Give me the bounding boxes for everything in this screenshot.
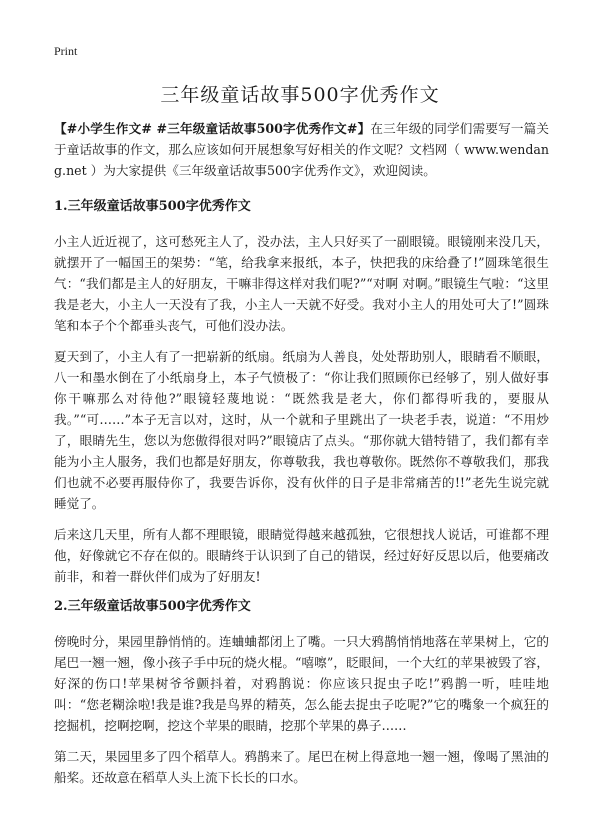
print-label: Print bbox=[54, 44, 78, 58]
section-heading-2: 2.三年级童话故事500字优秀作文 bbox=[54, 599, 251, 614]
intro-text: 在三年级的同学们需要写一篇关于童话故事的作文，那么应该如何开展想象写好相关的作文呢？文档网（ www.wendang.net ）为大家提供《三年级童话故事500字优秀作文》，欢迎阅读。 bbox=[54, 121, 549, 178]
section-1-paragraph-1: 小主人近近视了，这可愁死主人了，没办法，主人只好买了一副眼镜。眼镜刚来没几天，就摆开了一幅国王的架势：“笔，给我拿来报纸，本子，快把我的床给叠了!”圆珠笔很生气：“我们都是主人的好朋友，干嘛非得这样对我们呢?”“对啊 对啊。”眼镜生气啦：“这里我是老大，小主人一天没有了我，小主人一天就不好受。我对小主人的用处可大了!”圆珠笔和本子个个都垂头丧气，可他们没办法。 bbox=[54, 234, 549, 333]
section-1-paragraph-2: 夏天到了，小主人有了一把崭新的纸扇。纸扇为人善良，处处帮助别人，眼睛看不顺眼，八一和墨水倒在了小纸扇身上，本子气愤极了：“你让我们照顾你已经够了，别人做好事你干嘛那么对待他?”眼镜轻蔑地说：“既然我是老大，你们都得听我的，要服从我。”“可……”本子无言以对，这时，从一个就和子里跳出了一块老手表，说道：“不用炒了，眼睛先生，您以为您傲得很对吗?”眼镜店了点头。“那你就大错特错了，我们都有幸能为小主人服务，我们也都是好朋友，你尊敬我，我也尊敬你。既然你不尊敬我们，那我们也就不必要再服侍你了，我要告诉你，没有伙伴的日子是非常痛苦的!!”老先生说完就睡觉了。 bbox=[54, 349, 549, 511]
section-heading-1: 1.三年级童话故事500字优秀作文 bbox=[54, 199, 251, 214]
document-body bbox=[54, 118, 549, 798]
intro-tags: 【#小学生作文# #三年级童话故事500字优秀作文#】 bbox=[54, 121, 371, 136]
intro-paragraph bbox=[54, 118, 549, 181]
section-2-paragraph-1: 傍晚时分，果园里静悄悄的。连蛐蛐都闭上了嘴。一只大鸦鹊悄悄地落在苹果树上，它的尾巴一翘一翘，像小孩子手中玩的烧火棍。“嘻嚓”，眨眼间，一个大红的苹果被毁了容，好深的伤口!苹果树爷爷颤抖着，对鸦鹊说：你应该只捉虫子吃!”鸦鹊一听，哇哇地叫：“您老糊涂啦!我是谁?我是鸟界的精英，怎么能去捉虫子吃呢?”它的嘴象一个疯狂的挖掘机，挖啊挖啊，挖这个苹果的眼睛，挖那个苹果的鼻子…… bbox=[54, 634, 549, 733]
page-title: 三年级童话故事500字优秀作文 bbox=[160, 84, 440, 106]
section-2-paragraph-2: 第二天，果园里多了四个稻草人。鸦鹊来了。尾巴在树上得意地一翘一翘，像喝了黑油的船桨。还故意在稻草人头上流下长长的口水。 bbox=[54, 749, 549, 785]
section-1-paragraph-3: 后来这几天里，所有人都不理眼镜，眼睛觉得越来越孤独，它很想找人说话，可谁都不理他，好像就它不存在似的。眼睛终于认识到了自己的错误，经过好好反思以后，他要痛改前非，和着一群伙伴们成为了好朋友! bbox=[54, 527, 549, 584]
